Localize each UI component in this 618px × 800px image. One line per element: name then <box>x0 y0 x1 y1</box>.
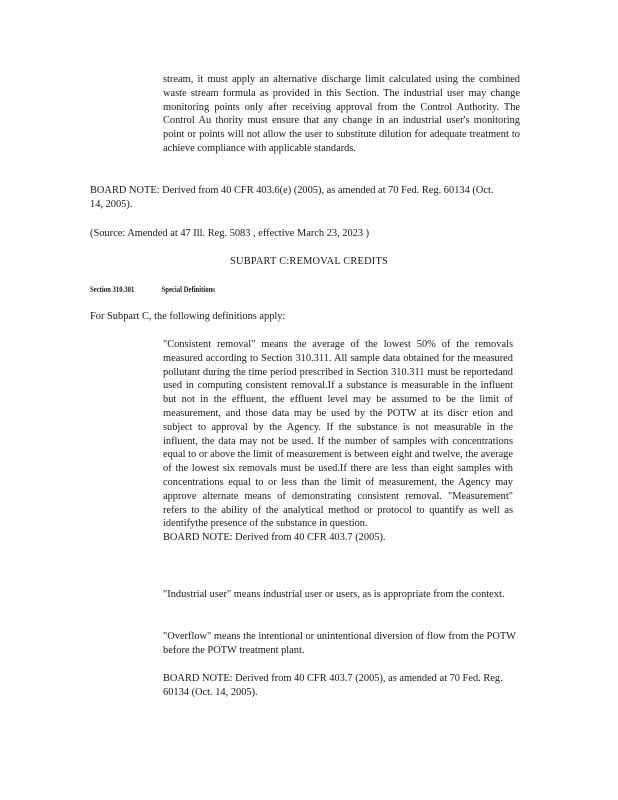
section-number: Section 310.301 <box>90 285 135 294</box>
definitions-intro: For Subpart C, the following definitions apply: <box>90 311 286 322</box>
continuation-paragraph: stream, it must apply an alternative discharge limit calculated using the combined waste stream formula as provided in this Section. The industrial user may change monitoring points only after receiving approval from the Control Authority. The Control Au thority must ensure that any change in an industrial user's monitoring point or points will not allow the user to substitute dilution for adequate treatment to achieve compliance with applicable standards. <box>163 74 520 154</box>
section-heading <box>90 283 330 297</box>
board-note: BOARD NOTE: Derived from 40 CFR 403.6(e) (2005), as amended at 70 Fed. Reg. 60134 (Oct. 14, 2005). <box>90 185 494 210</box>
definition-overflow: "Overflow" means the intentional or unintentional diversion of flow from the POTW before the POTW treatment plant. <box>163 631 516 656</box>
section-title: Special Definitions <box>161 285 215 294</box>
board-note: BOARD NOTE: Derived from 40 CFR 403.7 (2005). <box>163 532 386 544</box>
definition-text: "Consistent removal" means the average of the lowest 50% of the removals measured according to Section 310.311. All sample data obtained for the measured pollutant during the time period prescribed in Section 310.311 must be reportedand used in computing consistent removal.If a substance is measurable in the influent but not in the effluent, the effluent level may be assumed to be the limit of measurement, and those data may be used by the POTW at its discr etion and subject to approval by the Agency. If the substance is not measurable in the influent, the data may not be used. If the number of samples with concentrations equal to or above the limit of measurement is between eight and twelve, the average of the lowest six removals must be used.If there are less than eight samples with concentrations equal to or less than the limit of measurement, the Agency may approve alternate means of demonstrating consistent removal. "Measurement" refers to the ability of the analytical method or protocol to quantify as well as identifythe presence of the substance in question. <box>163 339 513 530</box>
definition-consistent-removal <box>163 338 513 545</box>
definition-industrial-user: "Industrial user" means industrial user or users, as is appropriate from the context. <box>163 589 505 600</box>
subpart-heading: SUBPART C:REMOVAL CREDITS <box>230 256 388 267</box>
board-note: BOARD NOTE: Derived from 40 CFR 403.7 (2005), as amended at 70 Fed. Reg. 60134 (Oct. 14, 2005). <box>163 673 503 698</box>
source-note: (Source: Amended at 47 Ill. Reg. 5083 , effective March 23, 2023 ) <box>90 228 370 239</box>
